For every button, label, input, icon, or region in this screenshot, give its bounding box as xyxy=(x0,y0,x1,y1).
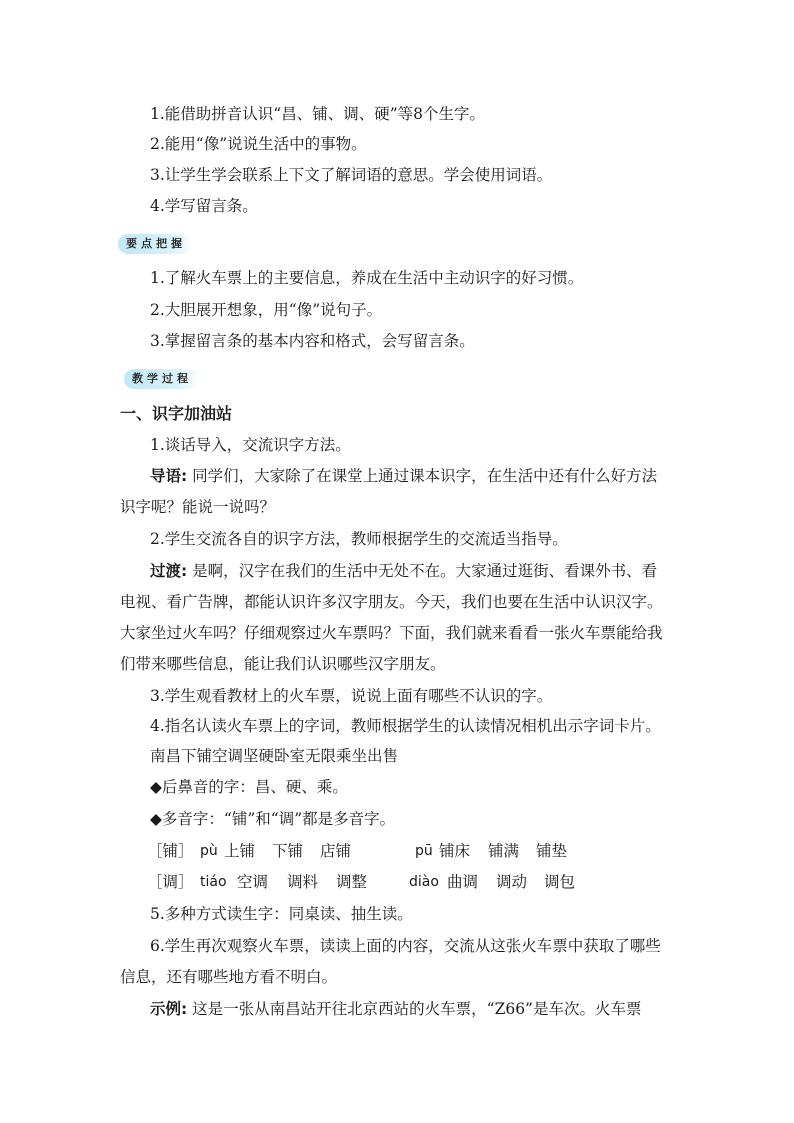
word-list: 南昌下铺空调坚硬卧室无限乘坐出售 xyxy=(150,747,399,765)
example-line xyxy=(150,999,641,1019)
goal-item: 2.能用“像”说说生活中的事物。 xyxy=(150,135,367,153)
tiao-word: 空调 xyxy=(237,873,269,891)
tiao-word: 调整 xyxy=(336,873,368,891)
step-6-line-1: 6.学生再次观察火车票，读读上面的内容，交流从这张火车票中获取了哪些 xyxy=(150,937,661,955)
tiao-pinyin-2: diào xyxy=(409,874,439,890)
key-points-label: 要点把握 xyxy=(118,234,194,254)
step-4: 4.指名认读火车票上的字词，教师根据学生的认读情况相机出示字词卡片。 xyxy=(150,717,661,735)
tiao-pinyin-1: tiáo xyxy=(200,874,227,890)
pu-pinyin-1: pù xyxy=(200,843,218,859)
example-text: 这是一张从南昌站开往北京西站的火车票，“Z66”是车次。火车票 xyxy=(192,1000,642,1018)
goal-item: 3.让学生学会联系上下文了解词语的意思。学会使用词语。 xyxy=(150,166,553,184)
pu-word: 上铺 xyxy=(224,842,256,860)
intro-line-2: 识字呢？能说一说吗？ xyxy=(120,498,276,516)
process-label: 教学过程 xyxy=(124,369,200,389)
key-point-item: 3.掌握留言条的基本内容和格式，会写留言条。 xyxy=(150,332,475,350)
tiao-word: 调动 xyxy=(496,873,528,891)
transition-line-3: 大家坐过火车吗？仔细观察过火车票吗？下面，我们就来看看一张火车票能给我 xyxy=(120,624,663,642)
tiao-word: 调包 xyxy=(544,873,576,891)
tiao-word: 调料 xyxy=(287,873,319,891)
pu-word: 下铺 xyxy=(272,842,304,860)
pu-word: 铺满 xyxy=(488,842,520,860)
transition-line-4: 们带来哪些信息，能让我们认识哪些汉字朋友。 xyxy=(120,655,446,673)
bullet-back-nasal: ◆后鼻音的字：昌、硬、乘。 xyxy=(150,778,348,796)
tiao-word: 曲调 xyxy=(447,873,479,891)
step-5: 5.多种方式读生字：同桌读、抽生读。 xyxy=(150,905,413,923)
goal-item: 4.学写留言条。 xyxy=(150,197,258,215)
step-2: 2.学生交流各自的识字方法，教师根据学生的交流适当指导。 xyxy=(150,530,568,548)
pu-word: 铺床 xyxy=(439,842,471,860)
step-1: 1.谈话导入，交流识字方法。 xyxy=(150,436,351,454)
transition-line-1 xyxy=(150,561,657,581)
intro-lead: 导语: xyxy=(150,467,188,485)
tiao-char: ［调］ xyxy=(147,873,194,891)
section-title: 一、识字加油站 xyxy=(120,404,233,423)
intro-text-1: 同学们，大家除了在课堂上通过课本识字，在生活中还有什么好方法 xyxy=(192,467,658,485)
goal-item: 1.能借助拼音认识“昌、铺、调、硬”等8个生字。 xyxy=(150,105,485,123)
pu-char: ［铺］ xyxy=(147,842,194,860)
intro-line-1 xyxy=(150,466,657,486)
bullet-polyphonic: ◆多音字：“铺”和“调”都是多音字。 xyxy=(150,810,396,828)
example-lead: 示例: xyxy=(150,1000,188,1018)
step-3: 3.学生观看教材上的火车票，说说上面有哪些不认识的字。 xyxy=(150,687,553,705)
pu-word: 铺垫 xyxy=(536,842,568,860)
transition-line-2: 电视、看广告牌，都能认识许多汉字朋友。今天，我们也要在生活中认识汉字。 xyxy=(120,593,663,611)
pu-pinyin-2: pū xyxy=(415,843,433,859)
transition-text-1: 是啊，汉字在我们的生活中无处不在。大家通过逛街、看课外书、看 xyxy=(192,562,658,580)
transition-lead: 过渡: xyxy=(150,562,188,580)
key-point-item: 1.了解火车票上的主要信息，养成在生活中主动识字的好习惯。 xyxy=(150,269,584,287)
step-6-line-2: 信息，还有哪些地方看不明白。 xyxy=(120,968,338,986)
key-point-item: 2.大胆展开想象，用“像”说句子。 xyxy=(150,301,383,319)
pu-word: 店铺 xyxy=(320,842,352,860)
